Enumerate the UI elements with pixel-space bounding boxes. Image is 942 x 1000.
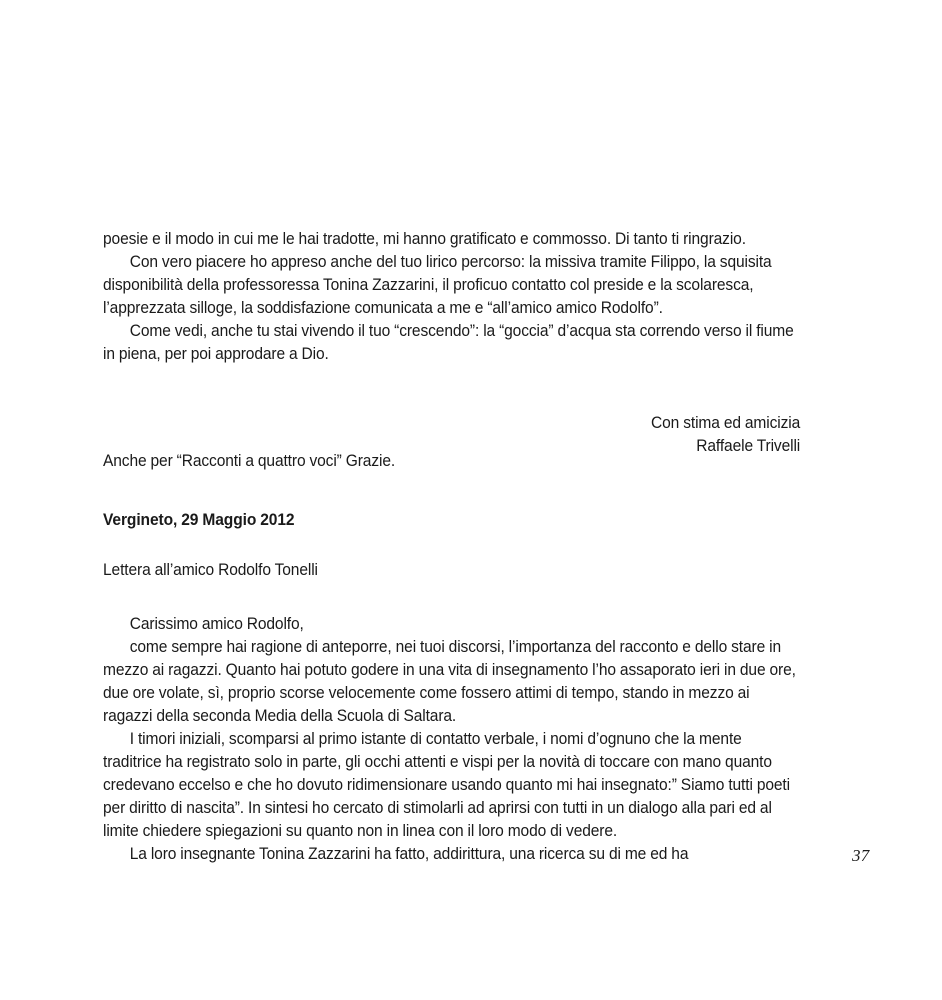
paragraph: I timori iniziali, scomparsi al primo istante di contatto verbale, i nomi d’ognuno che la mente traditrice ha registrato solo in parte, gli occhi attenti e vispi per la novità di toccare con mano quanto credevano eccelso e che ho dovuto ridimensionare usando quanto mi hai insegnato:” Siamo tutti poeti per diritto di nascita”. In sintesi ho cercato di stimolarli ad aprirsi con tutti in un dialogo alla pari ed al limite chiedere spiegazioni su quanto non in linea con il loro modo di vedere. — [103, 730, 790, 840]
paragraph: poesie e il modo in cui me le hai tradotte, mi hanno gratificato e commosso. Di tanto ti ringrazio. — [103, 230, 746, 248]
paragraph: Come vedi, anche tu stai vivendo il tuo “crescendo”: la “goccia” d’acqua sta correndo verso il fiume in piena, per poi approdare a Dio. — [103, 322, 794, 363]
letter-one-postscript — [103, 450, 800, 473]
letter-two-dateline — [103, 509, 800, 532]
paragraph: come sempre hai ragione di anteporre, nei tuoi discorsi, l’importanza del racconto e dello stare in mezzo ai ragazzi. Quanto hai potuto godere in una vita di insegnamento l’ho assaporato ieri in due ore, due ore volate, sì, proprio scorse velocemente come fossero attimi di tempo, stando in mezzo ai ragazzi della seconda Media della Scuola di Saltara. — [103, 638, 796, 725]
closing-line: Con stima ed amicizia — [651, 414, 801, 432]
page-number: 37 — [852, 846, 870, 865]
postscript-line: Anche per “Racconti a quattro voci” Grazie. — [103, 452, 396, 470]
dateline-text: Vergineto, 29 Maggio 2012 — [103, 511, 295, 529]
letter-two-body — [103, 613, 800, 866]
paragraph: Con vero piacere ho appreso anche del tuo lirico percorso: la missiva tramite Filippo, la squisita disponibilità della professoressa Tonina Zazzarini, il proficuo contatto col preside e la scolaresca, l’apprezzata silloge, la soddisfazione comunicata a me e “all’amico amico Rodolfo”. — [103, 253, 772, 317]
letter-one-body — [103, 228, 800, 366]
signature-name: Raffaele Trivelli — [696, 437, 801, 455]
subject-text: Lettera all’amico Rodolfo Tonelli — [103, 561, 318, 579]
paragraph: La loro insegnante Tonina Zazzarini ha fatto, addirittura, una ricerca su di me ed ha — [129, 845, 689, 863]
salutation: Carissimo amico Rodolfo, — [129, 615, 304, 633]
letter-two-subject — [103, 559, 800, 582]
